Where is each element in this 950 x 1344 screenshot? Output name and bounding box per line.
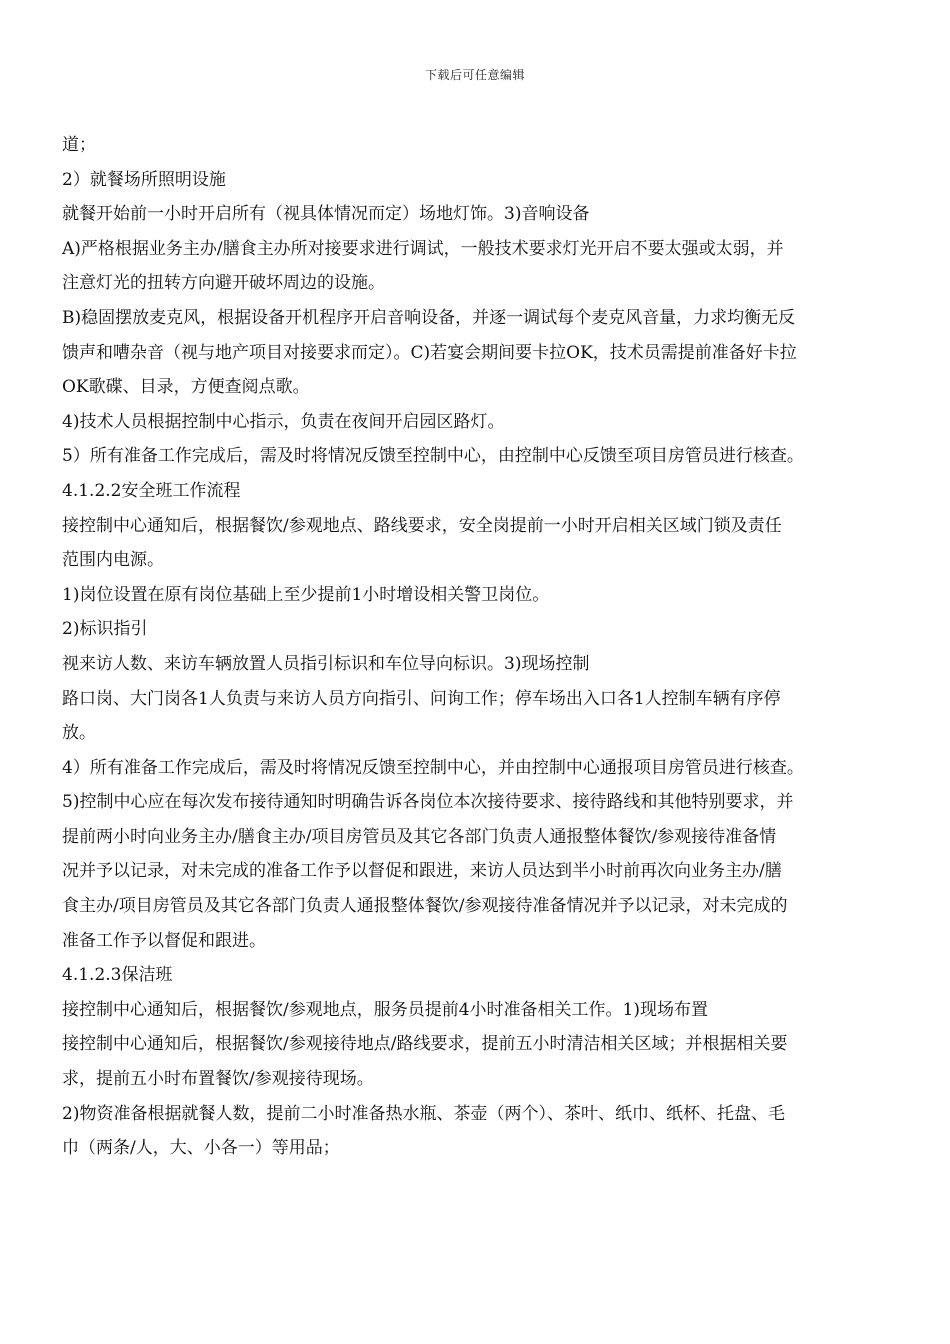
- text-line: 接控制中心通知后，根据餐饮/参观地点、路线要求，安全岗提前一小时开启相关区域门锁及责任: [62, 515, 782, 536]
- text-line: 注意灯光的扭转方向避开破坏周边的设施。: [62, 273, 385, 294]
- text-line: 5)控制中心应在每次发布接待通知时明确告诉各岗位本次接待要求、接待路线和其他特别要求，并: [62, 792, 794, 813]
- text-line: 1)岗位设置在原有岗位基础上至少提前1小时增设相关警卫岗位。: [62, 584, 550, 605]
- text-line: 接控制中心通知后，根据餐饮/参观地点，服务员提前4小时准备相关工作。1)现场布置: [62, 999, 708, 1020]
- text-line: OK歌碟、目录，方便查阅点歌。: [62, 377, 310, 398]
- section-heading: 4.1.2.3保洁班: [62, 965, 173, 986]
- text-line: 准备工作予以督促和跟进。: [62, 930, 266, 951]
- text-line: 视来访人数、来访车辆放置人员指引标识和车位导向标识。3)现场控制: [62, 653, 590, 674]
- page-header: 下载后可任意编辑: [424, 68, 525, 82]
- text-line: B)稳固摆放麦克风，根据设备开机程序开启音响设备，并逐一调试每个麦克风音量，力求均衡无反: [62, 307, 796, 328]
- text-line: 5）所有准备工作完成后，需及时将情况反馈至控制中心，由控制中心反馈至项目房管员进行核查。: [62, 446, 804, 467]
- text-line: A)严格根据业务主办/膳食主办所对接要求进行调试，一般技术要求灯光开启不要太强或太弱，并: [62, 238, 784, 259]
- document-body: [62, 128, 892, 1166]
- text-line: 提前两小时向业务主办/膳食主办/项目房管员及其它各部门负责人通报整体餐饮/参观接待准备情: [62, 826, 777, 847]
- text-line: 食主办/项目房管员及其它各部门负责人通报整体餐饮/参观接待准备情况并予以记录，对未完成的: [62, 896, 788, 917]
- text-line: 放。: [62, 723, 96, 744]
- text-line: 接控制中心通知后，根据餐饮/参观接待地点/路线要求，提前五小时清洁相关区域；并根据相关要: [62, 1034, 788, 1055]
- text-line: 4)技术人员根据控制中心指示，负责在夜间开启园区路灯。: [62, 411, 505, 432]
- text-line: 范围内电源。: [62, 550, 164, 571]
- text-line: 4）所有准备工作完成后，需及时将情况反馈至控制中心，并由控制中心通报项目房管员进行核查。: [62, 757, 804, 778]
- text-line: 况并予以记录，对未完成的准备工作予以督促和跟进，来访人员达到半小时前再次向业务主办/膳: [62, 861, 782, 882]
- text-line: 馈声和嘈杂音（视与地产项目对接要求而定）。C)若宴会期间要卡拉OK，技术员需提前准备好卡拉: [62, 342, 797, 363]
- text-line: 道；: [62, 135, 96, 155]
- text-line: 2)物资准备根据就餐人数，提前二小时准备热水瓶、茶壶（两个）、茶叶、纸巾、纸杯、托盘、毛: [62, 1103, 785, 1124]
- text-line: 求，提前五小时布置餐饮/参观接待现场。: [62, 1069, 374, 1090]
- text-line: 2）就餐场所照明设施: [62, 169, 226, 190]
- section-heading: 4.1.2.2安全班工作流程: [62, 480, 241, 501]
- text-line: 路口岗、大门岗各1人负责与来访人员方向指引、问询工作；停车场出入口各1人控制车辆有序停: [62, 688, 781, 709]
- text-line: 巾（两条/人，大、小各一）等用品；: [62, 1138, 340, 1159]
- text-line: 就餐开始前一小时开启所有（视具体情况而定）场地灯饰。3)音响设备: [62, 204, 590, 225]
- text-line: 2)标识指引: [62, 619, 148, 640]
